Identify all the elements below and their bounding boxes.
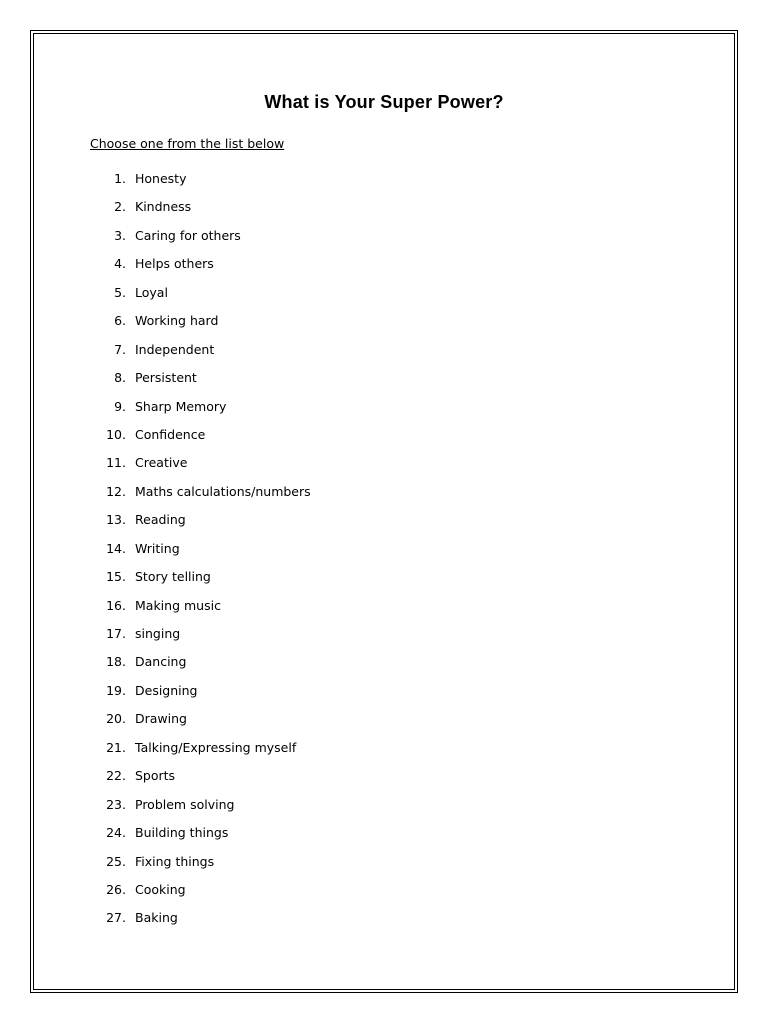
list-item-number: 10. <box>106 426 126 442</box>
list-item-label: Helps others <box>135 256 214 272</box>
list-item-number: 13. <box>106 512 126 528</box>
list-item-label: Making music <box>135 597 221 613</box>
list-item-label: Cooking <box>135 881 186 897</box>
list-item-label: Building things <box>135 825 229 841</box>
list-item-number: 7. <box>114 341 126 357</box>
list-item-label: Creative <box>135 455 188 471</box>
list-item-label: Persistent <box>135 370 197 386</box>
list-item-number: 11. <box>106 455 126 471</box>
list-item-number: 6. <box>114 313 126 329</box>
page-title: What is Your Super Power? <box>264 92 504 112</box>
list-item-label: Problem solving <box>135 796 235 812</box>
list-item-label: Confidence <box>135 426 206 442</box>
list-item-number: 23. <box>106 796 126 812</box>
list-item-label: Maths calculations/numbers <box>135 483 311 499</box>
list-item-label: Loyal <box>135 284 168 300</box>
list-item-label: Reading <box>135 512 186 528</box>
list-item-label: Kindness <box>135 199 192 215</box>
list-item-label: Story telling <box>135 569 211 585</box>
list-item-number: 21. <box>106 739 126 755</box>
list-item-label: Baking <box>135 910 178 926</box>
list-item-number: 22. <box>106 768 126 784</box>
list-item-number: 24. <box>106 825 126 841</box>
list-item-number: 9. <box>114 398 126 414</box>
list-item-number: 17. <box>106 626 126 641</box>
list-item-label: Talking/Expressing myself <box>135 739 297 755</box>
list-item-number: 3. <box>114 227 126 243</box>
list-item-number: 4. <box>114 256 126 272</box>
list-item-number: 15. <box>106 569 126 585</box>
list-item-label: Honesty <box>135 171 187 186</box>
list-item-label: Drawing <box>135 711 187 727</box>
instruction-text: Choose one from the list below <box>90 136 285 151</box>
list-item-label: Sports <box>135 768 176 784</box>
list-item-number: 5. <box>114 284 126 300</box>
list-item-label: Working hard <box>135 313 219 329</box>
list-item-number: 25. <box>106 853 126 869</box>
list-item-label: Dancing <box>135 654 187 670</box>
list-item-number: 18. <box>106 654 126 670</box>
list-item-number: 19. <box>106 682 126 698</box>
list-item-number: 2. <box>114 199 126 215</box>
list-item-number: 8. <box>114 370 126 386</box>
list-item-label: singing <box>135 626 181 641</box>
list-item-number: 16. <box>106 597 126 613</box>
list-item-number: 20. <box>106 711 126 727</box>
list-item-number: 12. <box>106 483 126 499</box>
list-item-label: Designing <box>135 682 198 698</box>
list-item-label: Sharp Memory <box>135 398 227 414</box>
list-item-label: Independent <box>135 341 215 357</box>
list-item-label: Caring for others <box>135 227 241 243</box>
list-item-number: 26. <box>106 881 126 897</box>
list-item-label: Writing <box>135 540 180 556</box>
list-item-number: 1. <box>114 171 126 186</box>
list-item-number: 27. <box>106 910 126 926</box>
list-item-number: 14. <box>106 540 126 556</box>
list-item-label: Fixing things <box>135 853 215 869</box>
